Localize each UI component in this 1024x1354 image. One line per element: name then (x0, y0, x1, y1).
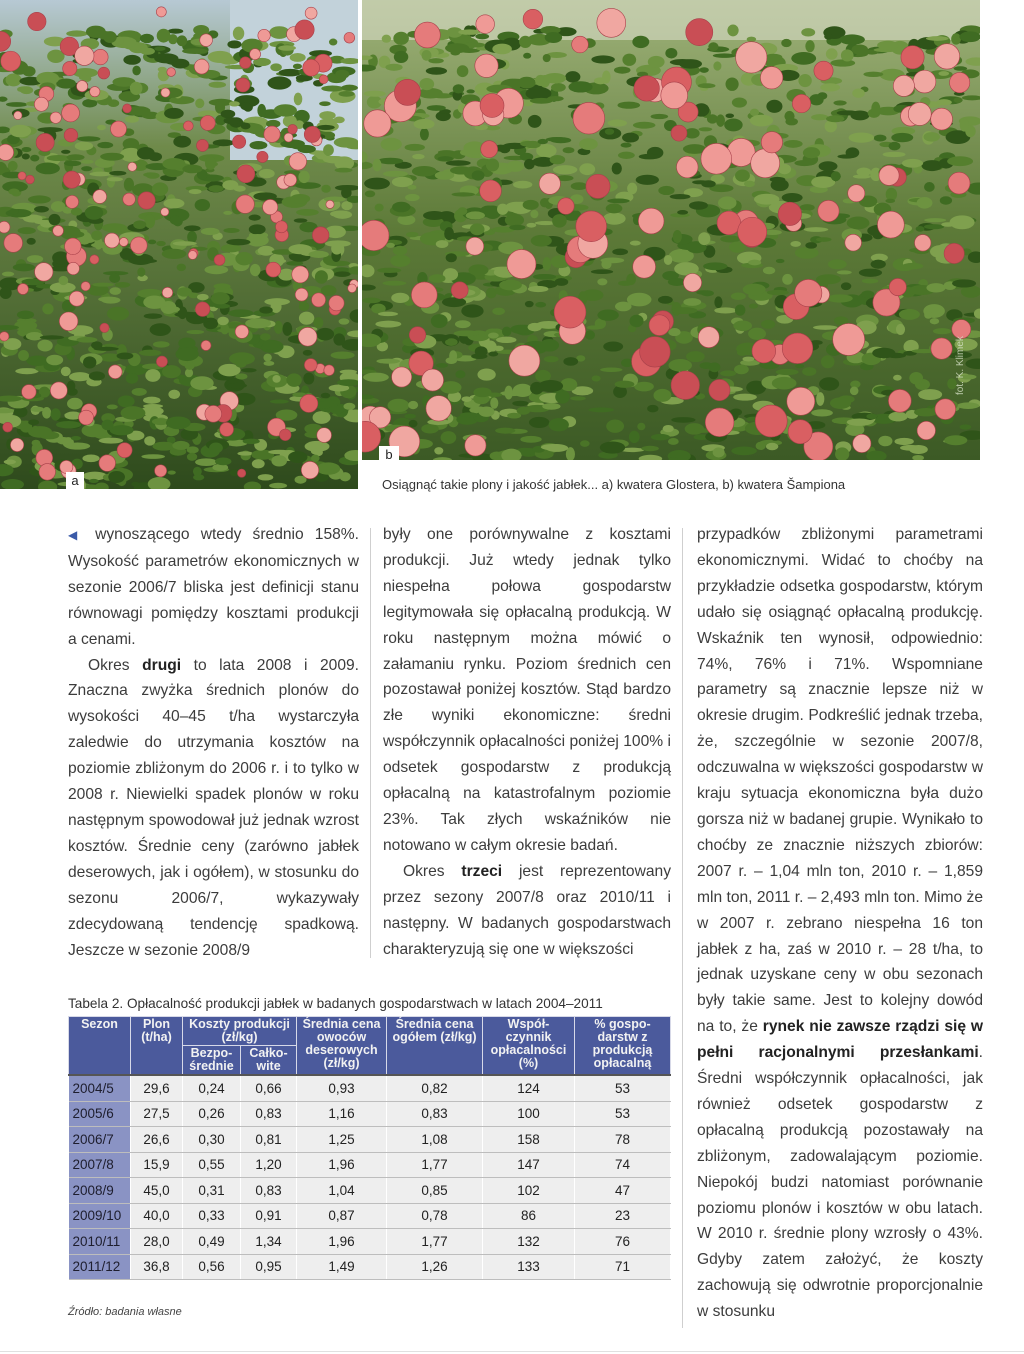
cell-proc: 23 (575, 1203, 671, 1229)
header-dessert-price: Średnia cena owoców deserowych (zł/kg) (297, 1017, 387, 1076)
cell-des: 1,96 (297, 1152, 387, 1178)
keyword-trzeci: trzeci (461, 862, 503, 880)
header-season: Sezon (69, 1017, 131, 1076)
cell-des: 0,93 (297, 1075, 387, 1101)
cell-plon: 15,9 (131, 1152, 183, 1178)
table-row (69, 1127, 671, 1153)
cell-proc: 78 (575, 1127, 671, 1153)
cell-des: 1,49 (297, 1254, 387, 1280)
cell-sezon: 2008/9 (69, 1178, 131, 1204)
table-row (69, 1229, 671, 1255)
column-divider (370, 528, 371, 958)
cell-bezp: 0,30 (183, 1127, 241, 1153)
cell-des: 1,16 (297, 1101, 387, 1127)
cell-ogol: 0,83 (387, 1101, 483, 1127)
continuation-arrow-icon: ◀ (68, 528, 84, 542)
header-costs: Koszty produkcji (zł/kg) (183, 1017, 297, 1046)
cell-ogol: 1,08 (387, 1127, 483, 1153)
cell-bezp: 0,56 (183, 1254, 241, 1280)
photo-label-b: b (379, 446, 399, 463)
cell-bezp: 0,24 (183, 1075, 241, 1101)
cell-proc: 74 (575, 1152, 671, 1178)
cell-plon: 36,8 (131, 1254, 183, 1280)
cell-des: 1,25 (297, 1127, 387, 1153)
paragraph: jest reprezentowany przez sezony 2007/8 oraz 2010/11 i następny. W badanych gospodarstwach charakteryzują się one w większości (383, 862, 671, 958)
cell-des: 1,96 (297, 1229, 387, 1255)
table-row (69, 1101, 671, 1127)
cell-proc: 71 (575, 1254, 671, 1280)
cell-calk: 0,66 (241, 1075, 297, 1101)
cell-sezon: 2005/6 (69, 1101, 131, 1127)
cell-bezp: 0,31 (183, 1178, 241, 1204)
header-profitable-farms: % gospo-darstw z produkcją opłacalną (575, 1017, 671, 1076)
photo-sampion-orchard (362, 0, 980, 460)
table-row (69, 1152, 671, 1178)
table-title: Tabela 2. Opłacalność produkcji jabłek w badanych gospodarstwach w latach 2004–2011 (68, 996, 603, 1011)
cell-wsp: 147 (483, 1152, 575, 1178)
keyword-drugi: drugi (142, 656, 182, 674)
paragraph: to lata 2008 i 2009. Znaczna zwyżka średnich plonów do wysokości 40–45 t/ha wystarczyła zaledwie do utrzymania kosztów na poziomie zbliżonym do 2006 r. i to tylko w 2008 r. Niewielki spadek plonów w roku następnym spowodował już jednak wzrost kosztów. Średnie ceny (zarówno jabłek deserowych, jak i ogółem), w stosunku do sezonu 2006/7, wykazywały zdecydowaną tendencję spadkową. Jeszcze w sezonie 2008/9 (68, 656, 359, 959)
cell-wsp: 132 (483, 1229, 575, 1255)
cell-plon: 45,0 (131, 1178, 183, 1204)
cell-sezon: 2011/12 (69, 1254, 131, 1280)
cell-wsp: 124 (483, 1075, 575, 1101)
cell-plon: 40,0 (131, 1203, 183, 1229)
header-direct-costs: Bezpo-średnie (183, 1046, 241, 1076)
table-row (69, 1203, 671, 1229)
emphasis-text: rynek nie zawsze rządzi się w pełni racjonalnymi przesłankami (697, 1018, 983, 1062)
cell-calk: 1,20 (241, 1152, 297, 1178)
table-row (69, 1254, 671, 1280)
cell-plon: 28,0 (131, 1229, 183, 1255)
cell-calk: 0,83 (241, 1101, 297, 1127)
cell-ogol: 1,77 (387, 1152, 483, 1178)
cell-wsp: 102 (483, 1178, 575, 1204)
paragraph: przypadków zbliżonymi parametrami ekonomicznymi. Widać to choćby na przykładzie odsetka gospodarstw, którym udało się osiągnąć opłacalną produkcję. Wskaźnik ten wynosił, odpowiednio: 74%, 76% i 71%. Wspomniane parametry są znacznie lepsze niż w okresie drugim. Podkreślić jednak trzeba, że, szczególnie w sezonie 2007/8, odczuwalna w większości gospodarstw w kraju sytuacja ekonomiczna była dużo gorsza niż w badanej grupie. Wynikało to choćby ze znacznie niższych zbiorów: 2007 r. – 1,04 mln ton, 2010 r. – 1,859 mln ton, 2011 r. – 2,493 mln ton. Mimo że w 2007 r. zebrano niespełna 16 ton jabłek z ha, zaś w 2010 r. – 28 t/ha, to jednak uzyskane ceny w obu sezonach były takie same. Jest to kolejny dowód na to, że (697, 526, 983, 1036)
cell-wsp: 158 (483, 1127, 575, 1153)
header-yield: Plon (t/ha) (131, 1017, 183, 1076)
cell-proc: 76 (575, 1229, 671, 1255)
cell-bezp: 0,33 (183, 1203, 241, 1229)
cell-calk: 0,95 (241, 1254, 297, 1280)
photo-credit: fot. K. Klimek (955, 336, 966, 395)
cell-ogol: 0,85 (387, 1178, 483, 1204)
cell-ogol: 1,77 (387, 1229, 483, 1255)
cell-sezon: 2009/10 (69, 1203, 131, 1229)
cell-calk: 1,34 (241, 1229, 297, 1255)
profitability-table (68, 1016, 671, 1280)
cell-sezon: 2010/11 (69, 1229, 131, 1255)
cell-plon: 26,6 (131, 1127, 183, 1153)
header-overall-price: Średnia cena ogółem (zł/kg) (387, 1017, 483, 1076)
text-column-2: były one porównywalne z kosztami produkcji. Już wtedy jednak tylko niespełna połowa gospodarstw legitymowała się opłacalną produkcją. W roku następnym można mówić o załamaniu rynku. Poziom średnich cen pozostawał poniżej kosztów. Stąd bardzo złe wyniki ekonomiczne: średni współczynnik opłacalności poniżej 100% i odsetek gospodarstw z produkcją opłacalną na katastrofalnym poziomie 23%. Tak złych wskaźników nie notowano w całym okresie badań. Okres trzeci jest reprezentowany przez sezony 2007/8 oraz 2010/11 i następny. W badanych gospodarstwach charakteryzują się one w większości (383, 522, 671, 962)
cell-ogol: 0,78 (387, 1203, 483, 1229)
cell-plon: 27,5 (131, 1101, 183, 1127)
table-row (69, 1075, 671, 1101)
column-divider (682, 528, 683, 1328)
paragraph: wynoszącego wtedy średnio 158%. Wysokość parametrów ekonomicznych w sezonie 2006/7 bliska jest definicji stanu równowagi pomiędzy kosztami produkcji a cenami. (68, 526, 359, 648)
header-total-costs: Całko-wite (241, 1046, 297, 1076)
cell-proc: 53 (575, 1101, 671, 1127)
paragraph: były one porównywalne z kosztami produkcji. Już wtedy jednak tylko niespełna połowa gospodarstw legitymowała się opłacalną produkcją. W roku następnym można mówić o załamaniu rynku. Poziom średnich cen pozostawał poniżej kosztów. Stąd bardzo złe wyniki ekonomiczne: średni współczynnik opłacalności poniżej 100% i odsetek gospodarstw z produkcją opłacalną na katastrofalnym poziomie 23%. Tak złych wskaźników nie notowano w całym okresie badań. (383, 526, 671, 854)
cell-ogol: 1,26 (387, 1254, 483, 1280)
cell-bezp: 0,49 (183, 1229, 241, 1255)
cell-des: 1,04 (297, 1178, 387, 1204)
text-column-3 (697, 522, 983, 1325)
page-bottom-rule (0, 1351, 1024, 1352)
cell-sezon: 2006/7 (69, 1127, 131, 1153)
cell-calk: 0,91 (241, 1203, 297, 1229)
cell-wsp: 100 (483, 1101, 575, 1127)
table-source: Źródło: badania własne (68, 1306, 182, 1318)
cell-sezon: 2004/5 (69, 1075, 131, 1101)
cell-des: 0,87 (297, 1203, 387, 1229)
cell-bezp: 0,55 (183, 1152, 241, 1178)
photo-label-a: a (66, 472, 84, 490)
figure-caption: Osiągnąć takie plony i jakość jabłek... a) kwatera Glostera, b) kwatera Šampiona (382, 477, 846, 492)
text-column-1: ◀ wynoszącego wtedy średnio 158%. Wysokość parametrów ekonomicznych w sezonie 2006/7 bliska jest definicji stanu równowagi pomiędzy kosztami produkcji a cenami. Okres drugi to lata 2008 i 2009. Znaczna zwyżka średnich plonów do wysokości 40–45 t/ha wystarczyła zaledwie do utrzymania kosztów na poziomie zbliżonym do 2006 r. i to tylko w 2008 r. Niewielki spadek plonów w roku następnym spowodował już jednak wzrost kosztów. Średnie ceny (zarówno jabłek deserowych, jak i ogółem), w stosunku do sezonu 2006/7, wykazywały zdecydowaną tendencję spadkową. Jeszcze w sezonie 2008/9 (68, 526, 359, 959)
header-profitability: Współ-czynnik opłacalności (%) (483, 1017, 575, 1076)
cell-wsp: 133 (483, 1254, 575, 1280)
paragraph: . Średni współczynnik opłacalności, jak również odsetek gospodarstw z opłacalną produkcją pozostawały na zbliżonym, zadowalającym poziomie. Niepokój budzi natomiast porównanie poziomu plonów i kosztów w obu latach. W 2010 r. średnie plony wzrosły o 43%. Gdyby zatem założyć, że koszty zachowują się odwrotnie proporcjonalnie w stosunku (697, 1044, 983, 1321)
cell-ogol: 0,82 (387, 1075, 483, 1101)
cell-proc: 47 (575, 1178, 671, 1204)
cell-sezon: 2007/8 (69, 1152, 131, 1178)
cell-calk: 0,81 (241, 1127, 297, 1153)
photo-gloster-orchard (0, 0, 358, 489)
cell-bezp: 0,26 (183, 1101, 241, 1127)
cell-proc: 53 (575, 1075, 671, 1101)
cell-calk: 0,83 (241, 1178, 297, 1204)
table-row (69, 1178, 671, 1204)
cell-plon: 29,6 (131, 1075, 183, 1101)
cell-wsp: 86 (483, 1203, 575, 1229)
